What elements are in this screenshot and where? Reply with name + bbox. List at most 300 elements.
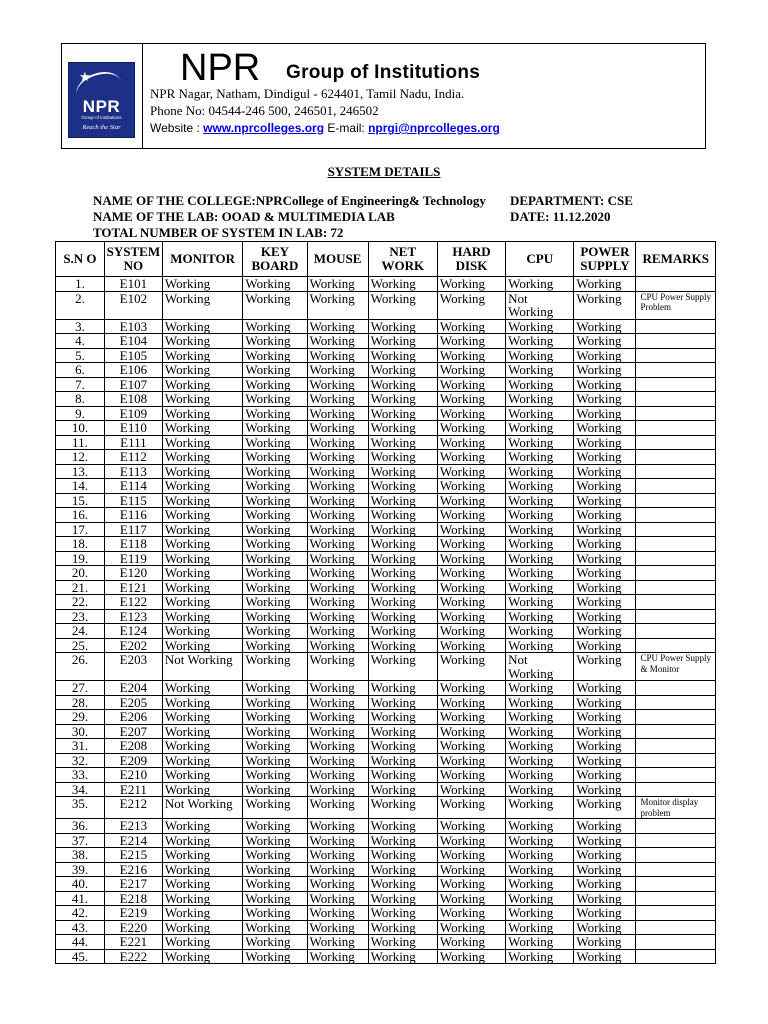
table-row — [56, 739, 716, 754]
cell-cpu: Working — [506, 739, 574, 754]
cell-monitor: Working — [162, 551, 242, 566]
cell-mouse: Working — [307, 877, 368, 892]
column-header-network: NET WORK — [368, 242, 437, 277]
cell-keyboard: Working — [243, 819, 307, 834]
cell-system-no: E215 — [104, 848, 162, 863]
cell-network: Working — [368, 435, 437, 450]
cell-sno: 37. — [56, 833, 105, 848]
cell-sno: 26. — [56, 653, 105, 681]
letterhead — [61, 43, 706, 149]
cell-remarks — [636, 906, 716, 921]
cell-sno: 41. — [56, 891, 105, 906]
cell-mouse: Working — [307, 891, 368, 906]
cell-monitor: Working — [162, 891, 242, 906]
cell-monitor: Working — [162, 877, 242, 892]
cell-network: Working — [368, 848, 437, 863]
cell-keyboard: Working — [243, 877, 307, 892]
cell-system-no: E220 — [104, 920, 162, 935]
cell-sno: 35. — [56, 797, 105, 819]
cell-remarks — [636, 566, 716, 581]
cell-remarks: CPU Power Supply & Monitor — [636, 653, 716, 681]
table-row — [56, 819, 716, 834]
cell-power-supply: Working — [574, 782, 636, 797]
cell-keyboard: Working — [243, 891, 307, 906]
cell-remarks — [636, 377, 716, 392]
cell-network: Working — [368, 906, 437, 921]
cell-monitor: Not Working — [162, 653, 242, 681]
cell-remarks — [636, 819, 716, 834]
cell-keyboard: Working — [243, 319, 307, 334]
cell-keyboard: Working — [243, 522, 307, 537]
table-row — [56, 464, 716, 479]
cell-monitor: Working — [162, 710, 242, 725]
cell-hard-disk: Working — [437, 392, 505, 407]
cell-cpu: Working — [506, 724, 574, 739]
cell-sno: 3. — [56, 319, 105, 334]
cell-power-supply: Working — [574, 493, 636, 508]
cell-cpu: Working — [506, 479, 574, 494]
cell-mouse: Working — [307, 782, 368, 797]
cell-monitor: Working — [162, 833, 242, 848]
cell-remarks — [636, 695, 716, 710]
cell-remarks — [636, 334, 716, 349]
table-row — [56, 862, 716, 877]
table-row — [56, 319, 716, 334]
cell-remarks — [636, 537, 716, 552]
cell-hard-disk: Working — [437, 595, 505, 610]
cell-system-no: E115 — [104, 493, 162, 508]
cell-system-no: E204 — [104, 681, 162, 696]
cell-monitor: Working — [162, 493, 242, 508]
cell-cpu: Working — [506, 464, 574, 479]
cell-power-supply: Working — [574, 848, 636, 863]
cell-monitor: Working — [162, 580, 242, 595]
cell-remarks — [636, 724, 716, 739]
cell-mouse: Working — [307, 377, 368, 392]
cell-keyboard: Working — [243, 580, 307, 595]
column-header-monitor: MONITOR — [162, 242, 242, 277]
cell-system-no: E209 — [104, 753, 162, 768]
cell-system-no: E111 — [104, 435, 162, 450]
star-icon: ★ — [79, 70, 91, 85]
cell-mouse: Working — [307, 334, 368, 349]
table-row — [56, 479, 716, 494]
cell-hard-disk: Working — [437, 522, 505, 537]
cell-keyboard: Working — [243, 681, 307, 696]
table-row — [56, 724, 716, 739]
cell-remarks — [636, 551, 716, 566]
cell-system-no: E218 — [104, 891, 162, 906]
cell-sno: 38. — [56, 848, 105, 863]
table-row — [56, 392, 716, 407]
cell-cpu: Working — [506, 348, 574, 363]
cell-keyboard: Working — [243, 406, 307, 421]
cell-sno: 20. — [56, 566, 105, 581]
cell-sno: 12. — [56, 450, 105, 465]
cell-remarks — [636, 609, 716, 624]
cell-mouse: Working — [307, 906, 368, 921]
table-row — [56, 493, 716, 508]
cell-system-no: E213 — [104, 819, 162, 834]
page-title: SYSTEM DETAILS — [327, 164, 441, 179]
cell-hard-disk: Working — [437, 710, 505, 725]
cell-monitor: Working — [162, 291, 242, 319]
cell-network: Working — [368, 334, 437, 349]
cell-sno: 22. — [56, 595, 105, 610]
cell-sno: 30. — [56, 724, 105, 739]
table-row — [56, 291, 716, 319]
cell-power-supply: Working — [574, 464, 636, 479]
cell-system-no: E110 — [104, 421, 162, 436]
cell-keyboard: Working — [243, 537, 307, 552]
email-link[interactable]: nprgi@nprcolleges.org — [368, 121, 500, 135]
cell-network: Working — [368, 508, 437, 523]
cell-cpu: Working — [506, 638, 574, 653]
cell-system-no: E109 — [104, 406, 162, 421]
cell-mouse: Working — [307, 739, 368, 754]
cell-power-supply: Working — [574, 566, 636, 581]
cell-network: Working — [368, 566, 437, 581]
cell-keyboard: Working — [243, 782, 307, 797]
cell-sno: 15. — [56, 493, 105, 508]
cell-cpu: Working — [506, 695, 574, 710]
cell-remarks — [636, 493, 716, 508]
cell-sno: 9. — [56, 406, 105, 421]
cell-mouse: Working — [307, 435, 368, 450]
cell-sno: 23. — [56, 609, 105, 624]
cell-keyboard: Working — [243, 609, 307, 624]
cell-network: Working — [368, 920, 437, 935]
cell-mouse: Working — [307, 681, 368, 696]
table-row — [56, 695, 716, 710]
table-row — [56, 595, 716, 610]
cell-network: Working — [368, 638, 437, 653]
cell-power-supply: Working — [574, 450, 636, 465]
cell-monitor: Working — [162, 348, 242, 363]
cell-cpu: Working — [506, 877, 574, 892]
column-header-hard-disk: HARD DISK — [437, 242, 505, 277]
cell-network: Working — [368, 551, 437, 566]
table-row — [56, 797, 716, 819]
cell-power-supply: Working — [574, 710, 636, 725]
cell-monitor: Working — [162, 537, 242, 552]
cell-network: Working — [368, 421, 437, 436]
cell-hard-disk: Working — [437, 277, 505, 292]
table-row — [56, 551, 716, 566]
cell-network: Working — [368, 493, 437, 508]
cell-power-supply: Working — [574, 638, 636, 653]
cell-keyboard: Working — [243, 363, 307, 378]
cell-cpu: Working — [506, 363, 574, 378]
cell-remarks — [636, 508, 716, 523]
cell-sno: 39. — [56, 862, 105, 877]
cell-network: Working — [368, 782, 437, 797]
cell-keyboard: Working — [243, 624, 307, 639]
cell-monitor: Working — [162, 508, 242, 523]
cell-network: Working — [368, 377, 437, 392]
cell-monitor: Working — [162, 848, 242, 863]
cell-mouse: Working — [307, 319, 368, 334]
cell-remarks: Monitor display problem — [636, 797, 716, 819]
cell-system-no: E103 — [104, 319, 162, 334]
cell-mouse: Working — [307, 920, 368, 935]
cell-hard-disk: Working — [437, 681, 505, 696]
header-divider — [142, 44, 143, 148]
cell-keyboard: Working — [243, 710, 307, 725]
cell-mouse: Working — [307, 595, 368, 610]
cell-sno: 19. — [56, 551, 105, 566]
cell-power-supply: Working — [574, 609, 636, 624]
website-link[interactable]: www.nprcolleges.org — [203, 121, 325, 135]
cell-power-supply: Working — [574, 935, 636, 950]
table-body — [56, 277, 716, 964]
cell-keyboard: Working — [243, 291, 307, 319]
cell-cpu: Working — [506, 935, 574, 950]
cell-hard-disk: Working — [437, 848, 505, 863]
cell-sno: 7. — [56, 377, 105, 392]
cell-hard-disk: Working — [437, 291, 505, 319]
cell-network: Working — [368, 479, 437, 494]
cell-sno: 11. — [56, 435, 105, 450]
cell-power-supply: Working — [574, 906, 636, 921]
cell-hard-disk: Working — [437, 862, 505, 877]
cell-mouse: Working — [307, 348, 368, 363]
phone: Phone No: 04544-246 500, 246501, 246502 — [150, 103, 379, 118]
cell-keyboard: Working — [243, 334, 307, 349]
cell-power-supply: Working — [574, 291, 636, 319]
cell-sno: 6. — [56, 363, 105, 378]
cell-monitor: Working — [162, 949, 242, 964]
cell-hard-disk: Working — [437, 906, 505, 921]
cell-system-no: E113 — [104, 464, 162, 479]
cell-mouse: Working — [307, 392, 368, 407]
cell-monitor: Working — [162, 768, 242, 783]
cell-system-no: E203 — [104, 653, 162, 681]
cell-monitor: Working — [162, 435, 242, 450]
cell-remarks — [636, 464, 716, 479]
cell-cpu: Working — [506, 319, 574, 334]
cell-power-supply: Working — [574, 797, 636, 819]
cell-monitor: Working — [162, 319, 242, 334]
cell-power-supply: Working — [574, 949, 636, 964]
table-row — [56, 848, 716, 863]
cell-hard-disk: Working — [437, 768, 505, 783]
table-row — [56, 949, 716, 964]
cell-hard-disk: Working — [437, 638, 505, 653]
cell-system-no: E216 — [104, 862, 162, 877]
cell-network: Working — [368, 724, 437, 739]
cell-mouse: Working — [307, 277, 368, 292]
cell-remarks — [636, 739, 716, 754]
cell-remarks — [636, 753, 716, 768]
cell-remarks — [636, 392, 716, 407]
cell-mouse: Working — [307, 653, 368, 681]
cell-cpu: Working — [506, 392, 574, 407]
cell-hard-disk: Working — [437, 319, 505, 334]
cell-keyboard: Working — [243, 435, 307, 450]
cell-keyboard: Working — [243, 695, 307, 710]
cell-mouse: Working — [307, 949, 368, 964]
table-row — [56, 348, 716, 363]
cell-network: Working — [368, 797, 437, 819]
table-row — [56, 406, 716, 421]
cell-keyboard: Working — [243, 595, 307, 610]
cell-sno: 31. — [56, 739, 105, 754]
cell-network: Working — [368, 277, 437, 292]
cell-mouse: Working — [307, 768, 368, 783]
cell-remarks — [636, 681, 716, 696]
cell-sno: 10. — [56, 421, 105, 436]
cell-sno: 32. — [56, 753, 105, 768]
cell-hard-disk: Working — [437, 891, 505, 906]
cell-keyboard: Working — [243, 566, 307, 581]
cell-network: Working — [368, 877, 437, 892]
column-header-sno: S.N O — [56, 242, 105, 277]
cell-mouse: Working — [307, 508, 368, 523]
cell-system-no: E221 — [104, 935, 162, 950]
cell-keyboard: Working — [243, 949, 307, 964]
cell-remarks — [636, 833, 716, 848]
cell-network: Working — [368, 710, 437, 725]
cell-cpu: Working — [506, 508, 574, 523]
cell-monitor: Working — [162, 862, 242, 877]
table-row — [56, 891, 716, 906]
cell-monitor: Working — [162, 638, 242, 653]
cell-network: Working — [368, 681, 437, 696]
cell-cpu: Working — [506, 334, 574, 349]
cell-mouse: Working — [307, 935, 368, 950]
cell-cpu: Working — [506, 797, 574, 819]
cell-network: Working — [368, 450, 437, 465]
cell-power-supply: Working — [574, 435, 636, 450]
cell-power-supply: Working — [574, 392, 636, 407]
cell-system-no: E219 — [104, 906, 162, 921]
table-row — [56, 906, 716, 921]
cell-mouse: Working — [307, 537, 368, 552]
table-row — [56, 609, 716, 624]
cell-monitor: Working — [162, 920, 242, 935]
cell-sno: 42. — [56, 906, 105, 921]
cell-sno: 18. — [56, 537, 105, 552]
cell-keyboard: Working — [243, 348, 307, 363]
department: DEPARTMENT: CSE — [510, 193, 633, 208]
cell-monitor: Working — [162, 522, 242, 537]
cell-monitor: Working — [162, 935, 242, 950]
cell-cpu: Working — [506, 450, 574, 465]
cell-power-supply: Working — [574, 833, 636, 848]
cell-sno: 29. — [56, 710, 105, 725]
cell-system-no: E212 — [104, 797, 162, 819]
cell-mouse: Working — [307, 363, 368, 378]
cell-mouse: Working — [307, 406, 368, 421]
cell-network: Working — [368, 833, 437, 848]
cell-remarks — [636, 935, 716, 950]
cell-system-no: E120 — [104, 566, 162, 581]
cell-remarks — [636, 710, 716, 725]
cell-mouse: Working — [307, 862, 368, 877]
cell-sno: 13. — [56, 464, 105, 479]
npr-logo — [68, 62, 135, 138]
cell-monitor: Working — [162, 464, 242, 479]
table-row — [56, 935, 716, 950]
cell-power-supply: Working — [574, 695, 636, 710]
cell-remarks — [636, 363, 716, 378]
cell-sno: 1. — [56, 277, 105, 292]
cell-cpu: Working — [506, 435, 574, 450]
cell-power-supply: Working — [574, 877, 636, 892]
cell-system-no: E112 — [104, 450, 162, 465]
cell-hard-disk: Working — [437, 435, 505, 450]
cell-mouse: Working — [307, 819, 368, 834]
cell-sno: 44. — [56, 935, 105, 950]
cell-mouse: Working — [307, 609, 368, 624]
cell-monitor: Working — [162, 277, 242, 292]
cell-cpu: Working — [506, 782, 574, 797]
cell-monitor: Working — [162, 753, 242, 768]
cell-power-supply: Working — [574, 580, 636, 595]
column-header-power-supply: POWER SUPPLY — [574, 242, 636, 277]
table-row — [56, 920, 716, 935]
cell-power-supply: Working — [574, 319, 636, 334]
cell-remarks — [636, 421, 716, 436]
cell-network: Working — [368, 580, 437, 595]
cell-system-no: E114 — [104, 479, 162, 494]
cell-system-no: E104 — [104, 334, 162, 349]
cell-power-supply: Working — [574, 891, 636, 906]
cell-keyboard: Working — [243, 653, 307, 681]
cell-mouse: Working — [307, 291, 368, 319]
cell-keyboard: Working — [243, 493, 307, 508]
cell-remarks — [636, 348, 716, 363]
cell-system-no: E108 — [104, 392, 162, 407]
table-row — [56, 334, 716, 349]
cell-monitor: Working — [162, 609, 242, 624]
cell-system-no: E123 — [104, 609, 162, 624]
cell-system-no: E205 — [104, 695, 162, 710]
table-row — [56, 753, 716, 768]
cell-mouse: Working — [307, 797, 368, 819]
cell-network: Working — [368, 363, 437, 378]
cell-monitor: Working — [162, 595, 242, 610]
cell-hard-disk: Working — [437, 949, 505, 964]
cell-mouse: Working — [307, 624, 368, 639]
cell-sno: 24. — [56, 624, 105, 639]
cell-power-supply: Working — [574, 724, 636, 739]
cell-mouse: Working — [307, 493, 368, 508]
cell-monitor: Working — [162, 479, 242, 494]
cell-power-supply: Working — [574, 522, 636, 537]
cell-hard-disk: Working — [437, 566, 505, 581]
cell-cpu: Working — [506, 522, 574, 537]
cell-keyboard: Working — [243, 797, 307, 819]
cell-cpu: Working — [506, 406, 574, 421]
cell-sno: 17. — [56, 522, 105, 537]
cell-cpu: Working — [506, 537, 574, 552]
cell-remarks — [636, 920, 716, 935]
cell-network: Working — [368, 819, 437, 834]
cell-hard-disk: Working — [437, 753, 505, 768]
cell-system-no: E105 — [104, 348, 162, 363]
cell-cpu: Working — [506, 624, 574, 639]
cell-hard-disk: Working — [437, 348, 505, 363]
cell-cpu: Working — [506, 833, 574, 848]
cell-network: Working — [368, 537, 437, 552]
cell-power-supply: Working — [574, 551, 636, 566]
cell-monitor: Working — [162, 695, 242, 710]
table-row — [56, 277, 716, 292]
cell-monitor: Working — [162, 906, 242, 921]
cell-remarks — [636, 877, 716, 892]
